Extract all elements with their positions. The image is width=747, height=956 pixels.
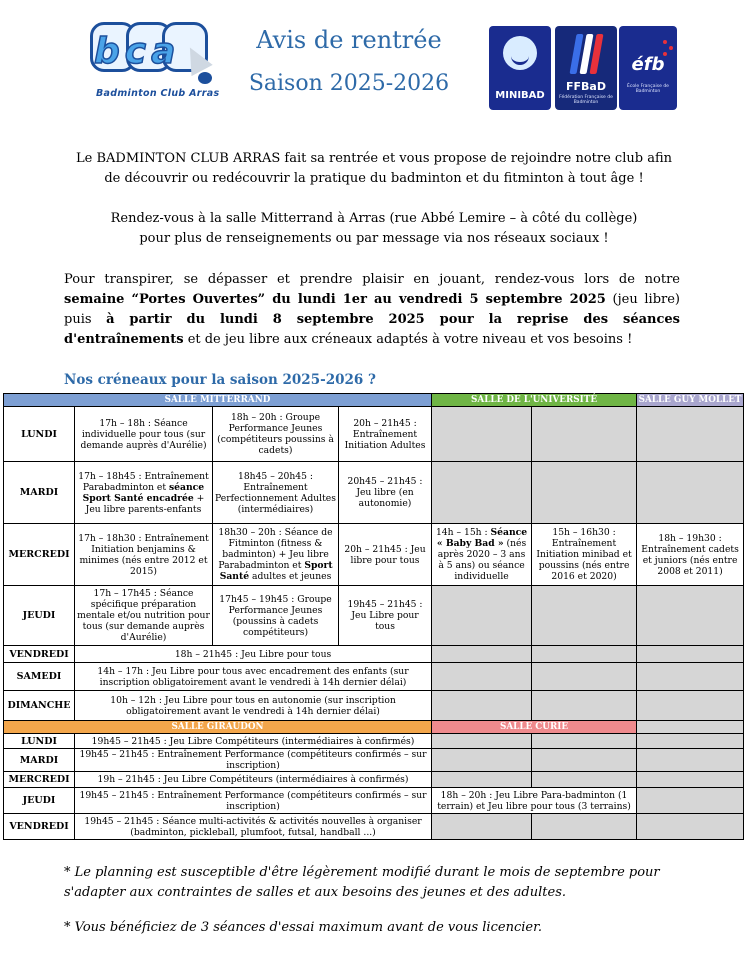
venue-line: Rendez-vous à la salle Mitterrand à Arras (rue Abbé Lemire – à côté du collège) (110, 211, 638, 226)
schedule-cell: 20h45 – 21h45 : Jeu libre (en autonomie) (339, 462, 432, 524)
empty-cell (637, 721, 744, 734)
shuttlecock-base-icon (198, 72, 212, 84)
intro-line: de découvrir ou redécouvrir la pratique du badminton et du fitminton à tout âge ! (104, 171, 644, 186)
empty-cell (637, 462, 744, 524)
empty-cell (637, 749, 744, 772)
empty-cell (532, 407, 637, 462)
day-label: MERCREDI (4, 524, 75, 586)
open-days-paragraph (64, 270, 680, 350)
empty-cell (637, 814, 744, 840)
empty-cell (637, 772, 744, 788)
day-label: MARDI (4, 749, 75, 772)
hall-header-row (4, 394, 744, 407)
empty-cell (637, 586, 744, 646)
schedule-cell: 17h45 – 19h45 : Groupe Performance Jeunes (poussins à cadets compétiteurs) (213, 586, 339, 646)
partner-logos (489, 26, 677, 110)
schedule-cell: 18h – 19h30 : Entraînement cadets et juniors (nés entre 2008 et 2011) (637, 524, 744, 586)
cell-text: (nés après 2020 – 3 ans à 5 ans) ou séance individuelle (437, 538, 527, 582)
empty-cell (532, 691, 637, 721)
table-row (4, 788, 744, 814)
empty-cell (432, 663, 532, 691)
schedule-cell: 19h – 21h45 : Jeu Libre Compétiteurs (intermédiaires à confirmés) (75, 772, 432, 788)
hall-header-row (4, 721, 744, 734)
open-days-line (64, 290, 680, 310)
empty-cell (532, 586, 637, 646)
schedule-cell: 20h – 21h45 : Jeu libre pour tous (339, 524, 432, 586)
day-label: LUNDI (4, 734, 75, 749)
table-row (4, 734, 744, 749)
table-row (4, 524, 744, 586)
table-row (4, 586, 744, 646)
table-row (4, 663, 744, 691)
table-row (4, 462, 744, 524)
empty-cell (637, 691, 744, 721)
ffbad-logo (555, 26, 617, 110)
minibad-logo (489, 26, 551, 110)
empty-cell (532, 749, 637, 772)
intro-paragraph (60, 149, 688, 189)
empty-cell (637, 788, 744, 814)
schedule-cell: 19h45 – 21h45 : Séance multi-activités & activités nouvelles à organiser (badminton, pickleball, plumfoot, futsal, handball ...) (75, 814, 432, 840)
empty-cell (432, 734, 532, 749)
table-row (4, 407, 744, 462)
restart-date: à partir du lundi 8 septembre 2025 pour la reprise des séances (106, 312, 680, 327)
intro-line: Le BADMINTON CLUB ARRAS fait sa rentrée et vous propose de rejoindre notre club afin (76, 151, 672, 166)
schedule-cell: 19h45 – 21h45 : Jeu Libre pour tous (339, 586, 432, 646)
day-label: MERCREDI (4, 772, 75, 788)
schedule-cell: 17h – 17h45 : Séance spécifique préparation mentale et/ou nutrition pour tous (sur demande auprès d'Aurélie) (75, 586, 213, 646)
star-dot-icon (669, 46, 673, 50)
minibad-label: MINIBAD (495, 90, 545, 101)
schedule-cell (75, 462, 213, 524)
table-row (4, 772, 744, 788)
schedule-cell (213, 524, 339, 586)
empty-cell (532, 646, 637, 663)
day-label: LUNDI (4, 407, 75, 462)
empty-cell (532, 462, 637, 524)
schedule-cell: 10h – 12h : Jeu Libre pour tous en autonomie (sur inscription obligatoirement avant le vendredi à 14h dernier délai) (75, 691, 432, 721)
cell-text: + Jeu libre parents-enfants (85, 492, 205, 515)
empty-cell (637, 734, 744, 749)
cell-text: adultes et jeunes (251, 571, 332, 582)
open-days-line (64, 270, 680, 290)
efb-subtitle: École Française de Badminton (627, 84, 669, 94)
hall-header-universite: SALLE DE L'UNIVERSITÉ (432, 394, 637, 407)
schedule-cell: 20h – 21h45 : Entraînement Initiation Adultes (339, 407, 432, 462)
schedule-cell-curie: 18h – 20h : Jeu Libre Para-badminton (1 terrain) et Jeu libre pour tous (3 terrains) (432, 788, 637, 814)
empty-cell (432, 407, 532, 462)
cell-text: 18h30 – 20h : Séance de Fitminton (fitness & badminton) + Jeu libre Parabadminton et (218, 527, 333, 571)
open-days-text: Pour transpirer, se dépasser et prendre plaisir en jouant, rendez-vous lors de notre (64, 272, 680, 287)
hall-header-mitterrand: SALLE MITTERRAND (4, 394, 432, 407)
ffbad-subtitle: Fédération Française de Badminton (559, 95, 613, 105)
schedule-cell: 18h – 21h45 : Jeu Libre pour tous (75, 646, 432, 663)
ffbad-label: FFBaD (566, 80, 606, 93)
day-label: VENDREDI (4, 646, 75, 663)
schedule-cell: 18h45 – 20h45 : Entraînement Perfectionnement Adultes (intermédiaires) (213, 462, 339, 524)
schedule-cell: 19h45 – 21h45 : Jeu Libre Compétiteurs (intermédiaires à confirmés) (75, 734, 432, 749)
schedule-cell: 14h – 17h : Jeu Libre pour tous avec encadrement des enfants (sur inscription obligatoirement avant le vendredi à 14h dernier délai) (75, 663, 432, 691)
efb-label: éfb (631, 54, 665, 75)
schedule-heading: Nos créneaux pour la saison 2025-2026 ? (64, 372, 376, 388)
hall-header-curie: SALLE CURIE (432, 721, 637, 734)
empty-cell (432, 691, 532, 721)
day-label: JEUDI (4, 586, 75, 646)
schedule-cell: 19h45 – 21h45 : Entraînement Performance (compétiteurs confirmés – sur inscription) (75, 788, 432, 814)
schedule-cell: 18h – 20h : Groupe Performance Jeunes (compétiteurs poussins à cadets) (213, 407, 339, 462)
open-days-bold: d'entraînements (64, 332, 184, 347)
cell-text: 14h – 15h : (435, 527, 488, 538)
schedule-cell (432, 524, 532, 586)
cell-bold-text: séance Sport Santé encadrée (82, 481, 205, 504)
open-days-line (64, 310, 680, 330)
empty-cell (637, 663, 744, 691)
logo-letters: bca (94, 31, 181, 72)
table-row (4, 691, 744, 721)
empty-cell (532, 772, 637, 788)
day-label: JEUDI (4, 788, 75, 814)
schedule-cell: 19h45 – 21h45 : Entraînement Performance (compétiteurs confirmés – sur inscription) (75, 749, 432, 772)
bca-logo (88, 16, 218, 104)
hall-header-giraudon: SALLE GIRAUDON (4, 721, 432, 734)
empty-cell (432, 749, 532, 772)
efb-logo (619, 26, 677, 110)
star-dot-icon (663, 40, 667, 44)
day-label: SAMEDI (4, 663, 75, 691)
table-row (4, 749, 744, 772)
schedule-cell: 15h – 16h30 : Entraînement Initiation minibad et poussins (nés entre 2016 et 2020) (532, 524, 637, 586)
empty-cell (432, 772, 532, 788)
empty-cell (432, 586, 532, 646)
day-label: MARDI (4, 462, 75, 524)
open-days-text: (jeu libre) (612, 292, 680, 307)
table-row (4, 646, 744, 663)
open-days-line (64, 330, 680, 350)
season-title: Saison 2025-2026 (248, 71, 450, 96)
venue-paragraph (60, 209, 688, 249)
venue-line: pour plus de renseignements ou par message via nos réseaux sociaux ! (139, 231, 609, 246)
empty-cell (532, 734, 637, 749)
logo-club-name: Badminton Club Arras (96, 88, 220, 99)
day-label: DIMANCHE (4, 691, 75, 721)
cell-text: 17h – 18h45 : Entraînement Parabadminton et (78, 470, 209, 493)
footnote-planning: * Le planning est susceptible d'être légèrement modifié durant le mois de septembre pour s'adapter aux contraintes de salles et aux besoins des jeunes et des adultes. (64, 865, 660, 900)
empty-cell (637, 646, 744, 663)
page-title: Avis de rentrée (256, 26, 442, 54)
open-days-text: et de jeu libre aux créneaux adaptés à votre niveau et vos besoins ! (187, 332, 633, 347)
empty-cell (432, 462, 532, 524)
schedule-cell: 17h – 18h : Séance individuelle pour tous (sur demande auprès d'Aurélie) (75, 407, 213, 462)
empty-cell (532, 663, 637, 691)
schedule-cell: 17h – 18h30 : Entraînement Initiation benjamins & minimes (nés entre 2012 et 2015) (75, 524, 213, 586)
empty-cell (432, 814, 532, 840)
open-days-text: puis (64, 312, 92, 327)
table-row (4, 814, 744, 840)
footnote-trial-sessions: * Vous bénéficiez de 3 séances d'essai maximum avant de vous licencier. (64, 920, 542, 935)
empty-cell (532, 814, 637, 840)
cell-bold-text: Séance « Baby Bad » (436, 527, 528, 549)
empty-cell (637, 407, 744, 462)
empty-cell (432, 646, 532, 663)
open-days-dates: semaine “Portes Ouvertes” du lundi 1er au vendredi 5 septembre 2025 (64, 292, 606, 307)
day-label: VENDREDI (4, 814, 75, 840)
schedule-table (3, 393, 744, 840)
cell-bold-text: Sport Santé (219, 560, 333, 582)
hall-header-guy-mollet: SALLE GUY MOLLET (637, 394, 744, 407)
